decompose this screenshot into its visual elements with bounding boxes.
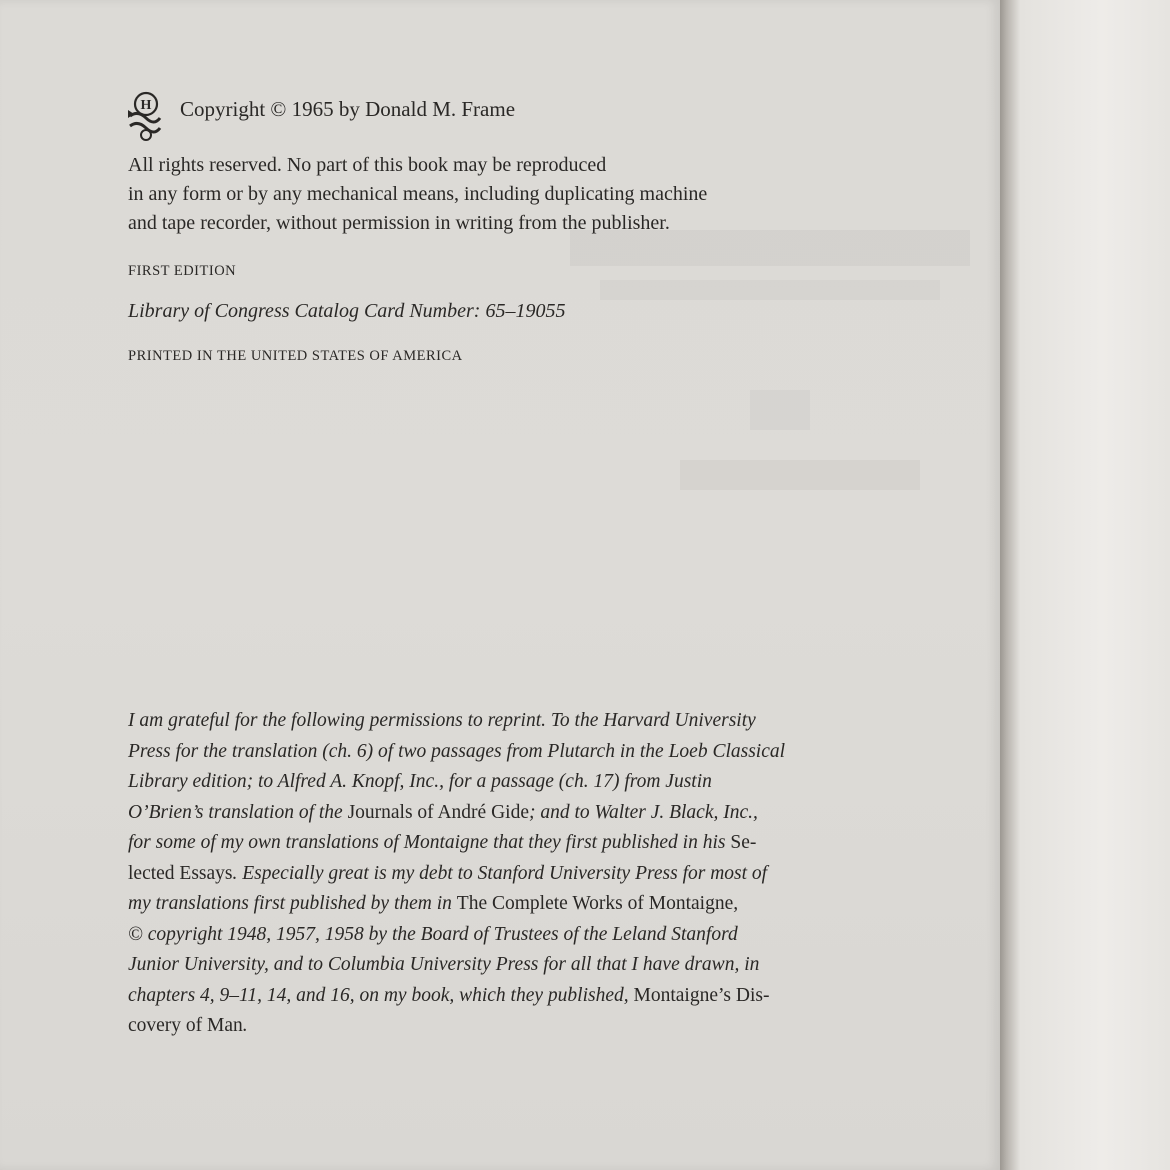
permissions-line [128,828,785,859]
rights-line: in any form or by any mechanical means, including duplicating machine [128,183,708,205]
edition-label: FIRST EDITION [128,263,237,279]
title-run: lected Essays [128,862,233,884]
permissions-line [128,920,785,951]
text-run: , [733,893,739,914]
text-run: ; and to Walter J. Black, Inc., [529,801,758,823]
text-run: . Especially great is my debt to Stanford University Press for most of [232,862,768,884]
text-run: O’Brien’s translation of the [128,801,348,823]
permissions-line [128,706,785,737]
title-run: The Complete Works of Montaigne [456,893,734,914]
permissions-line [128,767,785,798]
publisher-colophon-icon [124,90,164,142]
title-run: covery of Man [128,1015,243,1036]
text-run: chapters 4, 9–11, 14, and 16, on my book, which they published, [128,984,634,1006]
rights-reserved-paragraph [128,151,707,238]
svg-text:H: H [140,98,152,113]
text-run: Press for the translation (ch. 6) of two passages from Plutarch in the Loeb Classical [128,740,786,762]
catalog-card-number: Library of Congress Catalog Card Number: 65–19055 [128,300,566,322]
text-run: my translations first published by them in [128,893,457,914]
title-run: Montaigne’s Dis- [633,984,770,1006]
permissions-line [128,737,785,768]
permissions-line [128,798,785,829]
permissions-line [128,889,785,920]
permissions-line [128,1011,785,1042]
title-run: Journals of André Gide [347,801,529,823]
text-run: Junior University, and to Columbia University Press for all that I have drawn, in [128,954,760,975]
title-run: Se- [730,832,757,853]
permissions-line [128,859,785,890]
permissions-line [128,981,785,1012]
text-run: for some of my own translations of Montaigne that they first published in his [128,832,731,853]
text-run: . [242,1015,248,1036]
permissions-line [128,950,785,981]
rights-line: and tape recorder, without permission in writing from the publisher. [128,212,670,234]
text-run: © copyright 1948, 1957, 1958 by the Board of Trustees of the Leland Stanford [128,923,738,945]
text-run: I am grateful for the following permissions to reprint. To the Harvard University [128,710,756,731]
rights-line: All rights reserved. No part of this book may be reproduced [128,154,607,176]
permissions-paragraph [128,706,785,1042]
adjacent-page-edge [1000,0,1170,1170]
text-run: Library edition; to Alfred A. Knopf, Inc., for a passage (ch. 17) from Justin [128,771,712,792]
printed-in-label: PRINTED IN THE UNITED STATES OF AMERICA [128,348,463,364]
copyright-notice: Copyright © 1965 by Donald M. Frame [180,97,516,121]
